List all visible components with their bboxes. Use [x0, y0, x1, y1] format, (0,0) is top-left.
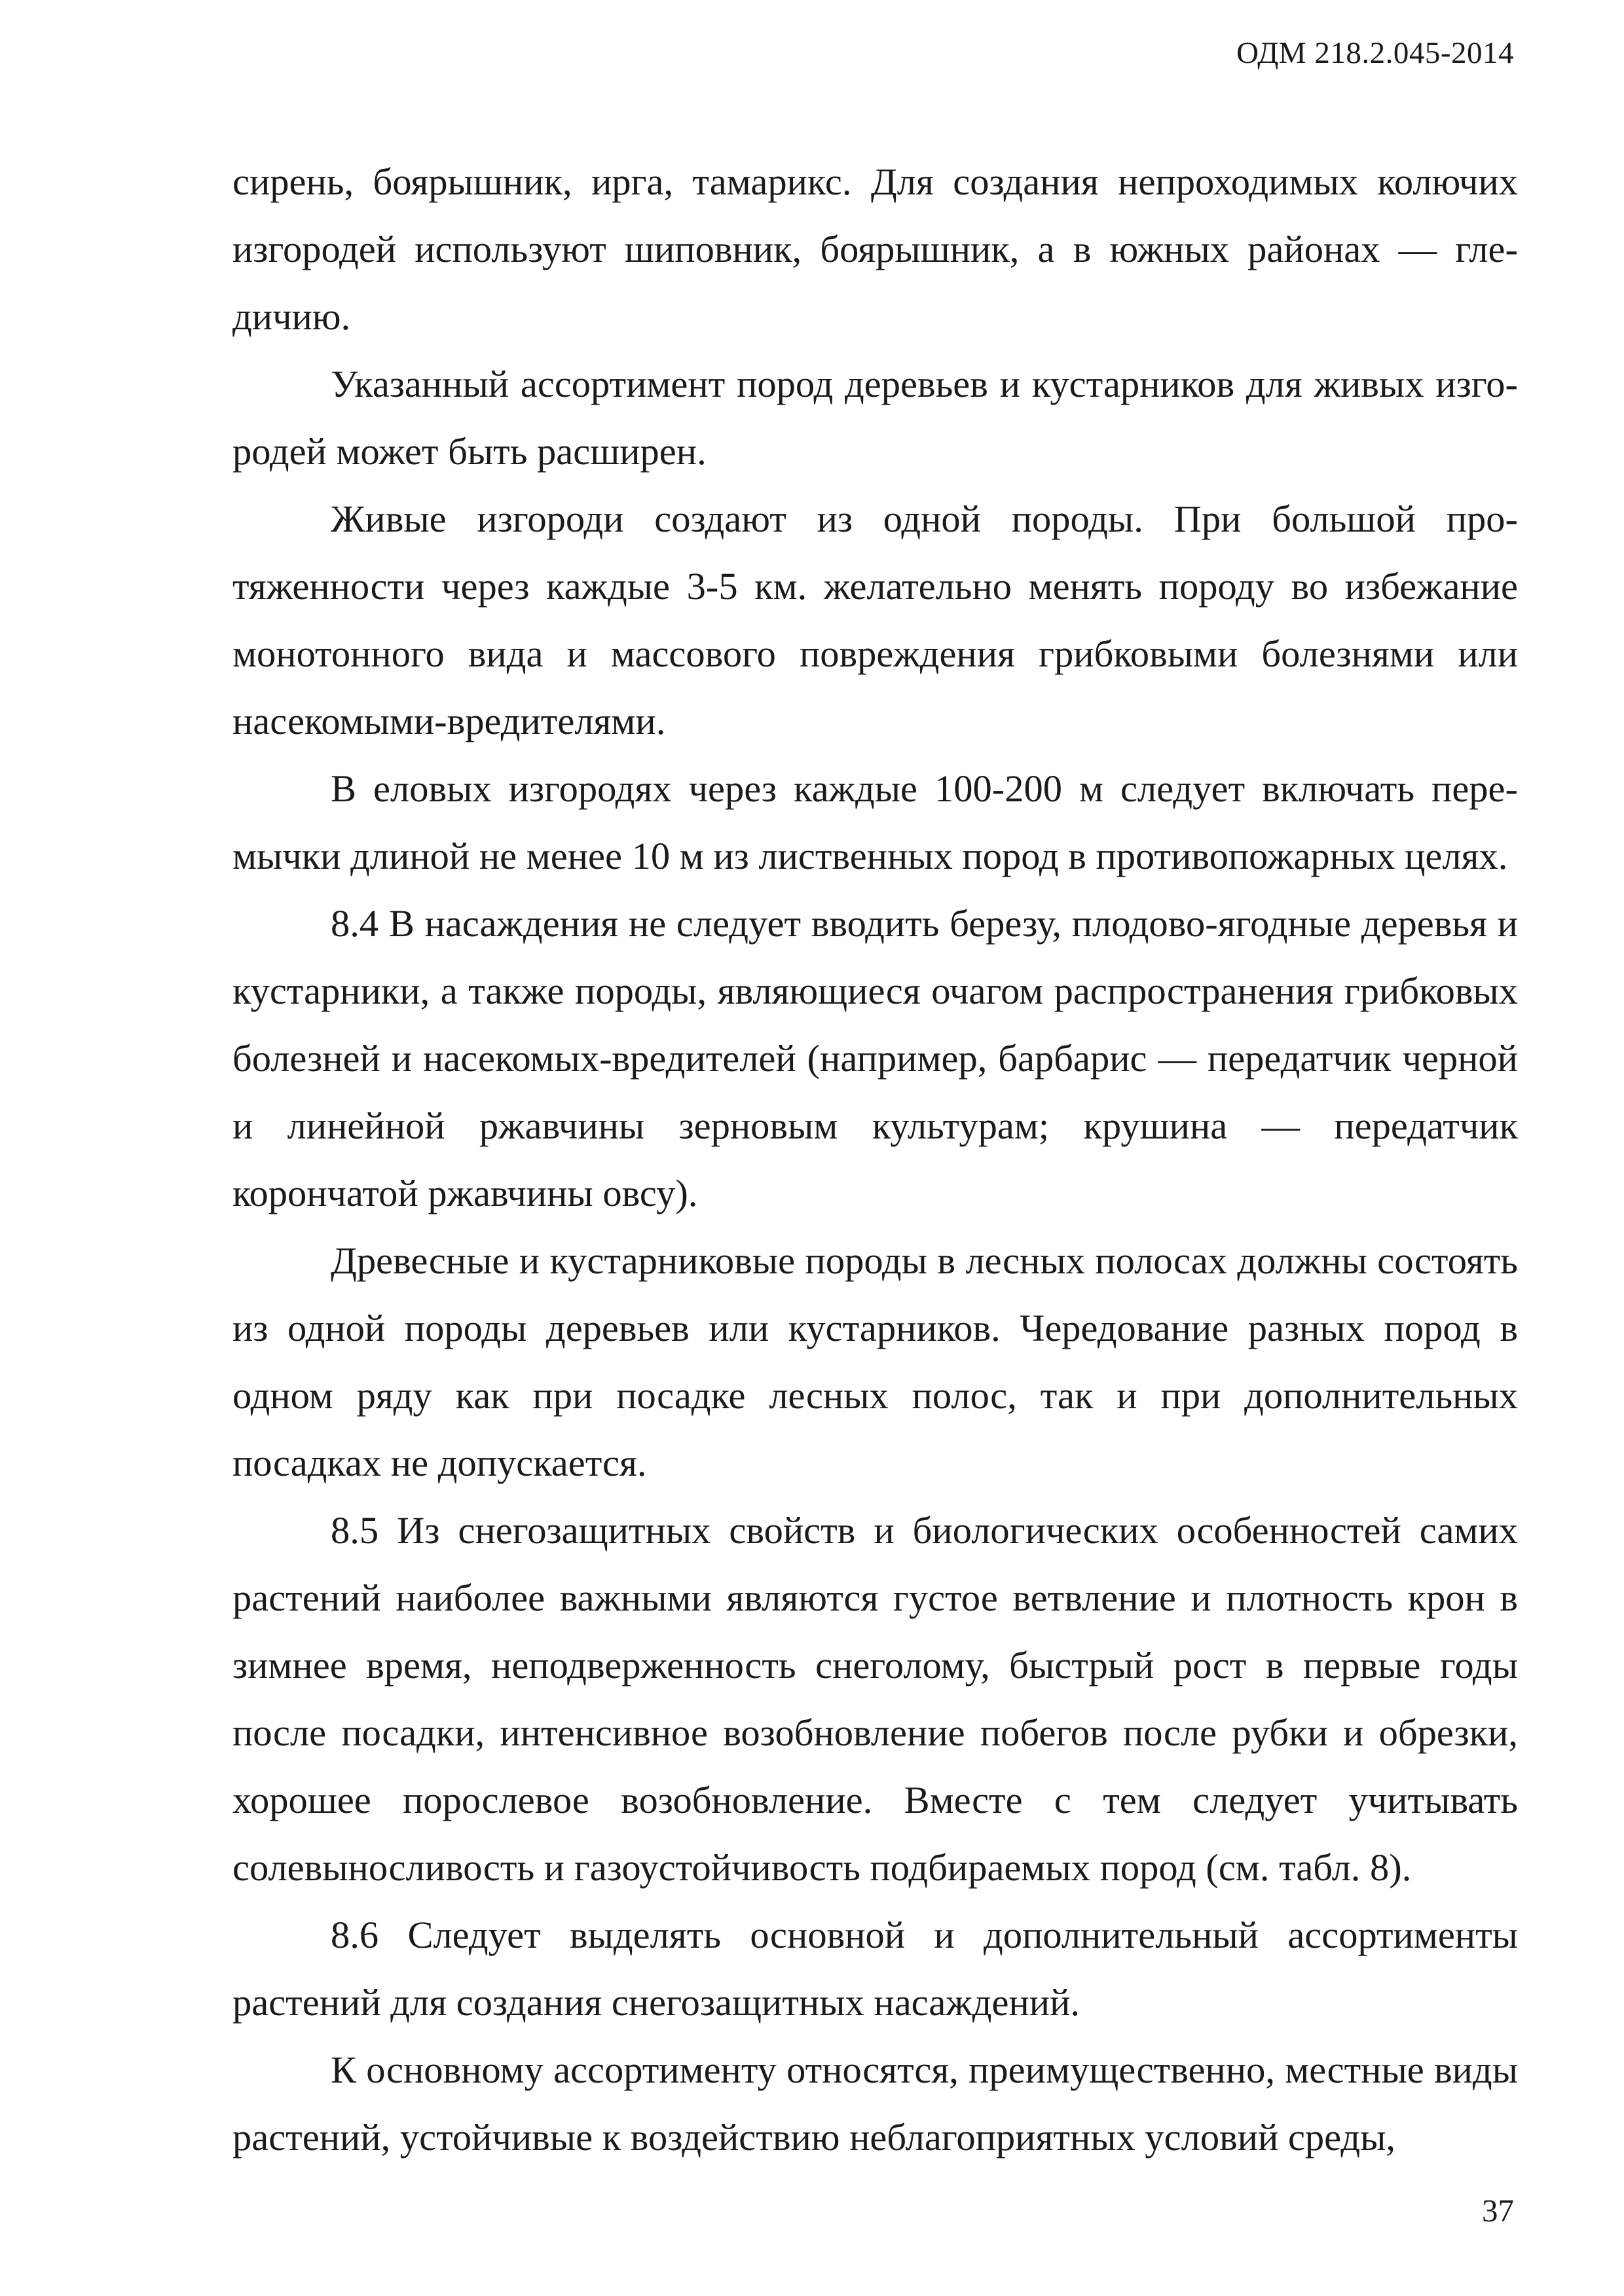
paragraph-assortment-expandable: Указанный ассортимент пород деревьев и кустарников для живых изгородей может быть расширен.	[232, 363, 1518, 473]
page-number: 37	[1482, 2193, 1514, 2229]
paragraph-spruce-hedges: В еловых изгородях через каждые 100-200 м следует включать перемычки длиной не менее 10 м из лиственных пород в противопожарных целях.	[232, 767, 1518, 877]
body-text	[232, 148, 1518, 2171]
paragraph-forest-strips: Древесные и кустарниковые породы в лесных полосах должны состоять из одной породы деревьев или кустарников. Чередование разных пород в одном ряду как при посадке лесных полос, так и при дополнительных посадках не допускается.	[232, 1239, 1518, 1484]
paragraph-section-8-4: 8.4 В насаждения не следует вводить березу, плодово-ягодные деревья и кустарники, а также породы, являющиеся очагом распространения грибковых болезней и насекомых-вредителей (например, барбарис — передатчик черной и линейной ржавчины зерновым культурам; крушина — передатчик корончатой ржавчины овсу).	[232, 902, 1518, 1214]
paragraph-section-8-5: 8.5 Из снегозащитных свойств и биологических особенностей самих растений наиболее важными являются густое ветвление и плотность крон в зимнее время, неподверженность снеголому, быстрый рост в первые годы после посадки, интенсивное возобновление побегов после рубки и обрезки, хорошее порослевое возобновление. Вместе с тем следует учитывать солевыносливость и газоустойчивость подбираемых пород (см. табл. 8).	[232, 1509, 1518, 1889]
paragraph-continuation: сирень, боярышник, ирга, тамарикс. Для создания непроходимых колючих изгородей используют шиповник, боярышник, а в южных районах — гледичию.	[232, 160, 1518, 338]
document-code: ОДМ 218.2.045-2014	[1236, 36, 1514, 70]
paragraph-hedges-single-species: Живые изгороди создают из одной породы. При большой протяженности через каждые 3-5 км. желательно менять породу во избежание монотонного вида и массового повреждения грибковыми болезнями или насекомыми-вредителями.	[232, 498, 1518, 742]
paragraph-main-assortment: К основному ассортименту относятся, преимущественно, местные виды растений, устойчивые к воздействию неблагоприятных условий среды,	[232, 2049, 1518, 2159]
paragraph-section-8-6: 8.6 Следует выделять основной и дополнительный ассортименты растений для создания снегозащитных насаждений.	[232, 1914, 1518, 2024]
